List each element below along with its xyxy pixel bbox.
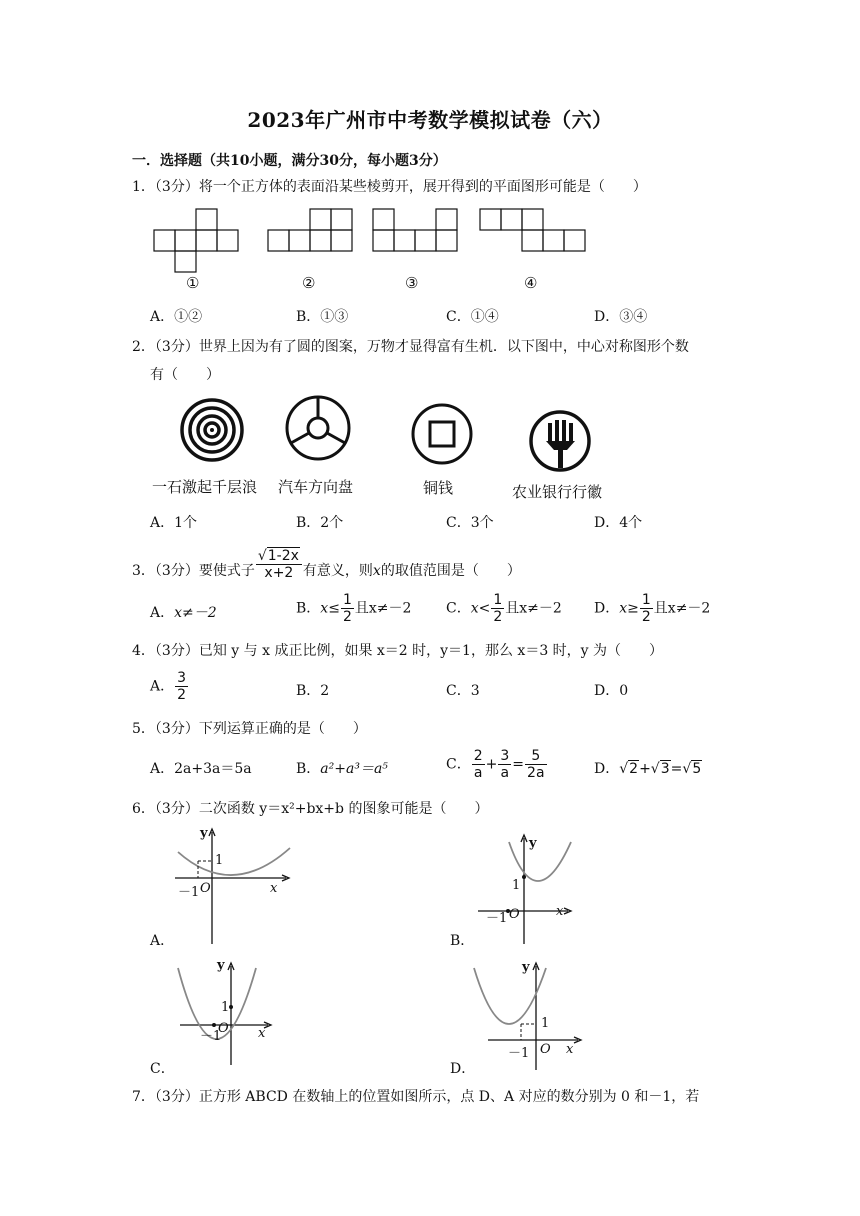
net-3-label: ③ — [405, 274, 419, 292]
ripple-caption: 一石激起千层浪 — [152, 478, 258, 496]
graph-a-origin-label: O — [200, 881, 211, 896]
graph-a-x-label: x — [270, 881, 278, 896]
steering-wheel-caption: 汽车方向盘 — [278, 478, 354, 496]
q6-option-d[interactable]: D． — [450, 1061, 476, 1077]
section-heading: 一．选择题（共10小题，满分30分，每小题3分） — [132, 153, 447, 169]
graph-c-neg-one-label: －1 — [200, 1029, 222, 1044]
graph-a-neg-one-label: －1 — [178, 885, 200, 900]
q3-option-c[interactable]: C．x< $\frac{1}{2}$ 且x≠－2 — [446, 592, 562, 625]
graph-b-x-label: x — [556, 904, 564, 919]
q3-option-d[interactable]: D．x≥ $\frac{1}{2}$ 且x≠－2 — [594, 592, 711, 625]
q4-option-c[interactable]: C．3 — [446, 683, 480, 699]
graph-c-origin-label: O — [218, 1021, 229, 1036]
q4-option-b[interactable]: B．2 — [296, 683, 330, 699]
q5-option-b[interactable]: B．a²+a³＝a⁵ — [296, 761, 388, 777]
q6-option-b[interactable]: B． — [450, 933, 475, 949]
question-2-stem-line2: 有（ ） — [150, 367, 220, 383]
q3-option-a[interactable]: A．x≠－2 — [150, 605, 217, 621]
net-2-label: ② — [302, 274, 316, 292]
q5-option-a[interactable]: A．2a+3a＝5a — [150, 761, 252, 777]
q2-option-b[interactable]: B．2个 — [296, 515, 344, 531]
q3-expression: $\frac{√1-2x}{x+2}$ — [256, 548, 302, 581]
q1-option-a[interactable]: A．①② — [150, 309, 203, 325]
q3-option-b[interactable]: B．x≤ $\frac{1}{2}$ 且x≠－2 — [296, 592, 412, 625]
q6-option-c[interactable]: C． — [150, 1061, 175, 1077]
question-3-stem: 3．（3分）要使式子 $\frac{√1-2x}{x+2}$ 有意义，则x的取值范围是（ ） — [132, 548, 521, 581]
page-title: 2023年广州市中考数学模拟试卷（六） — [247, 108, 613, 132]
graph-d-neg-one-label: －1 — [508, 1046, 530, 1061]
q5-option-d[interactable]: D．√2+√3=√5 — [594, 761, 702, 777]
graph-a-one-label: 1 — [215, 853, 224, 868]
graph-b-one-label: 1 — [512, 878, 521, 893]
graph-b-origin-label: O — [509, 907, 520, 922]
q4-option-d[interactable]: D．0 — [594, 683, 629, 699]
graph-b-neg-one-label: －1 — [486, 911, 508, 926]
question-2-stem: 2．（3分）世界上因为有了圆的图案，万物才显得富有生机．以下图中，中心对称图形个数 — [132, 339, 689, 355]
graph-b-y-label: y — [529, 836, 537, 851]
q1-option-c[interactable]: C．①④ — [446, 309, 499, 325]
q1-option-d[interactable]: D．③④ — [594, 309, 648, 325]
question-4-stem: 4．（3分）已知 y 与 x 成正比例，如果 x＝2 时，y＝1，那么 x＝3 时，y 为（ ） — [132, 643, 664, 659]
coin-caption: 铜钱 — [423, 479, 454, 497]
graph-d-one-label: 1 — [541, 1016, 550, 1031]
graph-d-y-label: y — [522, 960, 530, 975]
bank-logo-caption: 农业银行行徽 — [512, 483, 603, 501]
question-7-stem: 7．（3分）正方形 ABCD 在数轴上的位置如图所示，点 D、A 对应的数分别为 0 和－1，若 — [132, 1089, 700, 1105]
q5-option-c[interactable]: C． $\frac{2}{a}$ + $\frac{3}{a}$ = $\frac{5}{2a}$ — [446, 748, 545, 781]
net-1-label: ① — [186, 274, 200, 292]
q2-option-d[interactable]: D．4个 — [594, 515, 643, 531]
q6-option-a[interactable]: A． — [150, 933, 175, 949]
graph-d-origin-label: O — [540, 1042, 551, 1057]
net-4-label: ④ — [524, 274, 538, 292]
graph-c-x-label: x — [258, 1026, 266, 1041]
graph-a-y-label: y — [200, 826, 208, 841]
graph-c-one-label: 1 — [221, 1000, 230, 1015]
q2-option-c[interactable]: C．3个 — [446, 515, 494, 531]
question-5-stem: 5．（3分）下列运算正确的是（ ） — [132, 721, 367, 737]
question-6-stem: 6．（3分）二次函数 y＝x²+bx+b 的图象可能是（ ） — [132, 801, 489, 817]
q1-option-b[interactable]: B．①③ — [296, 309, 349, 325]
q4-option-a[interactable]: A． $\frac{3}{2}$ — [150, 670, 187, 703]
q2-option-a[interactable]: A．1个 — [150, 515, 198, 531]
graph-c-y-label: y — [217, 958, 225, 973]
graph-d-x-label: x — [566, 1042, 574, 1057]
question-1-stem: 1．（3分）将一个正方体的表面沿某些棱剪开，展开得到的平面图形可能是（ ） — [132, 179, 647, 195]
